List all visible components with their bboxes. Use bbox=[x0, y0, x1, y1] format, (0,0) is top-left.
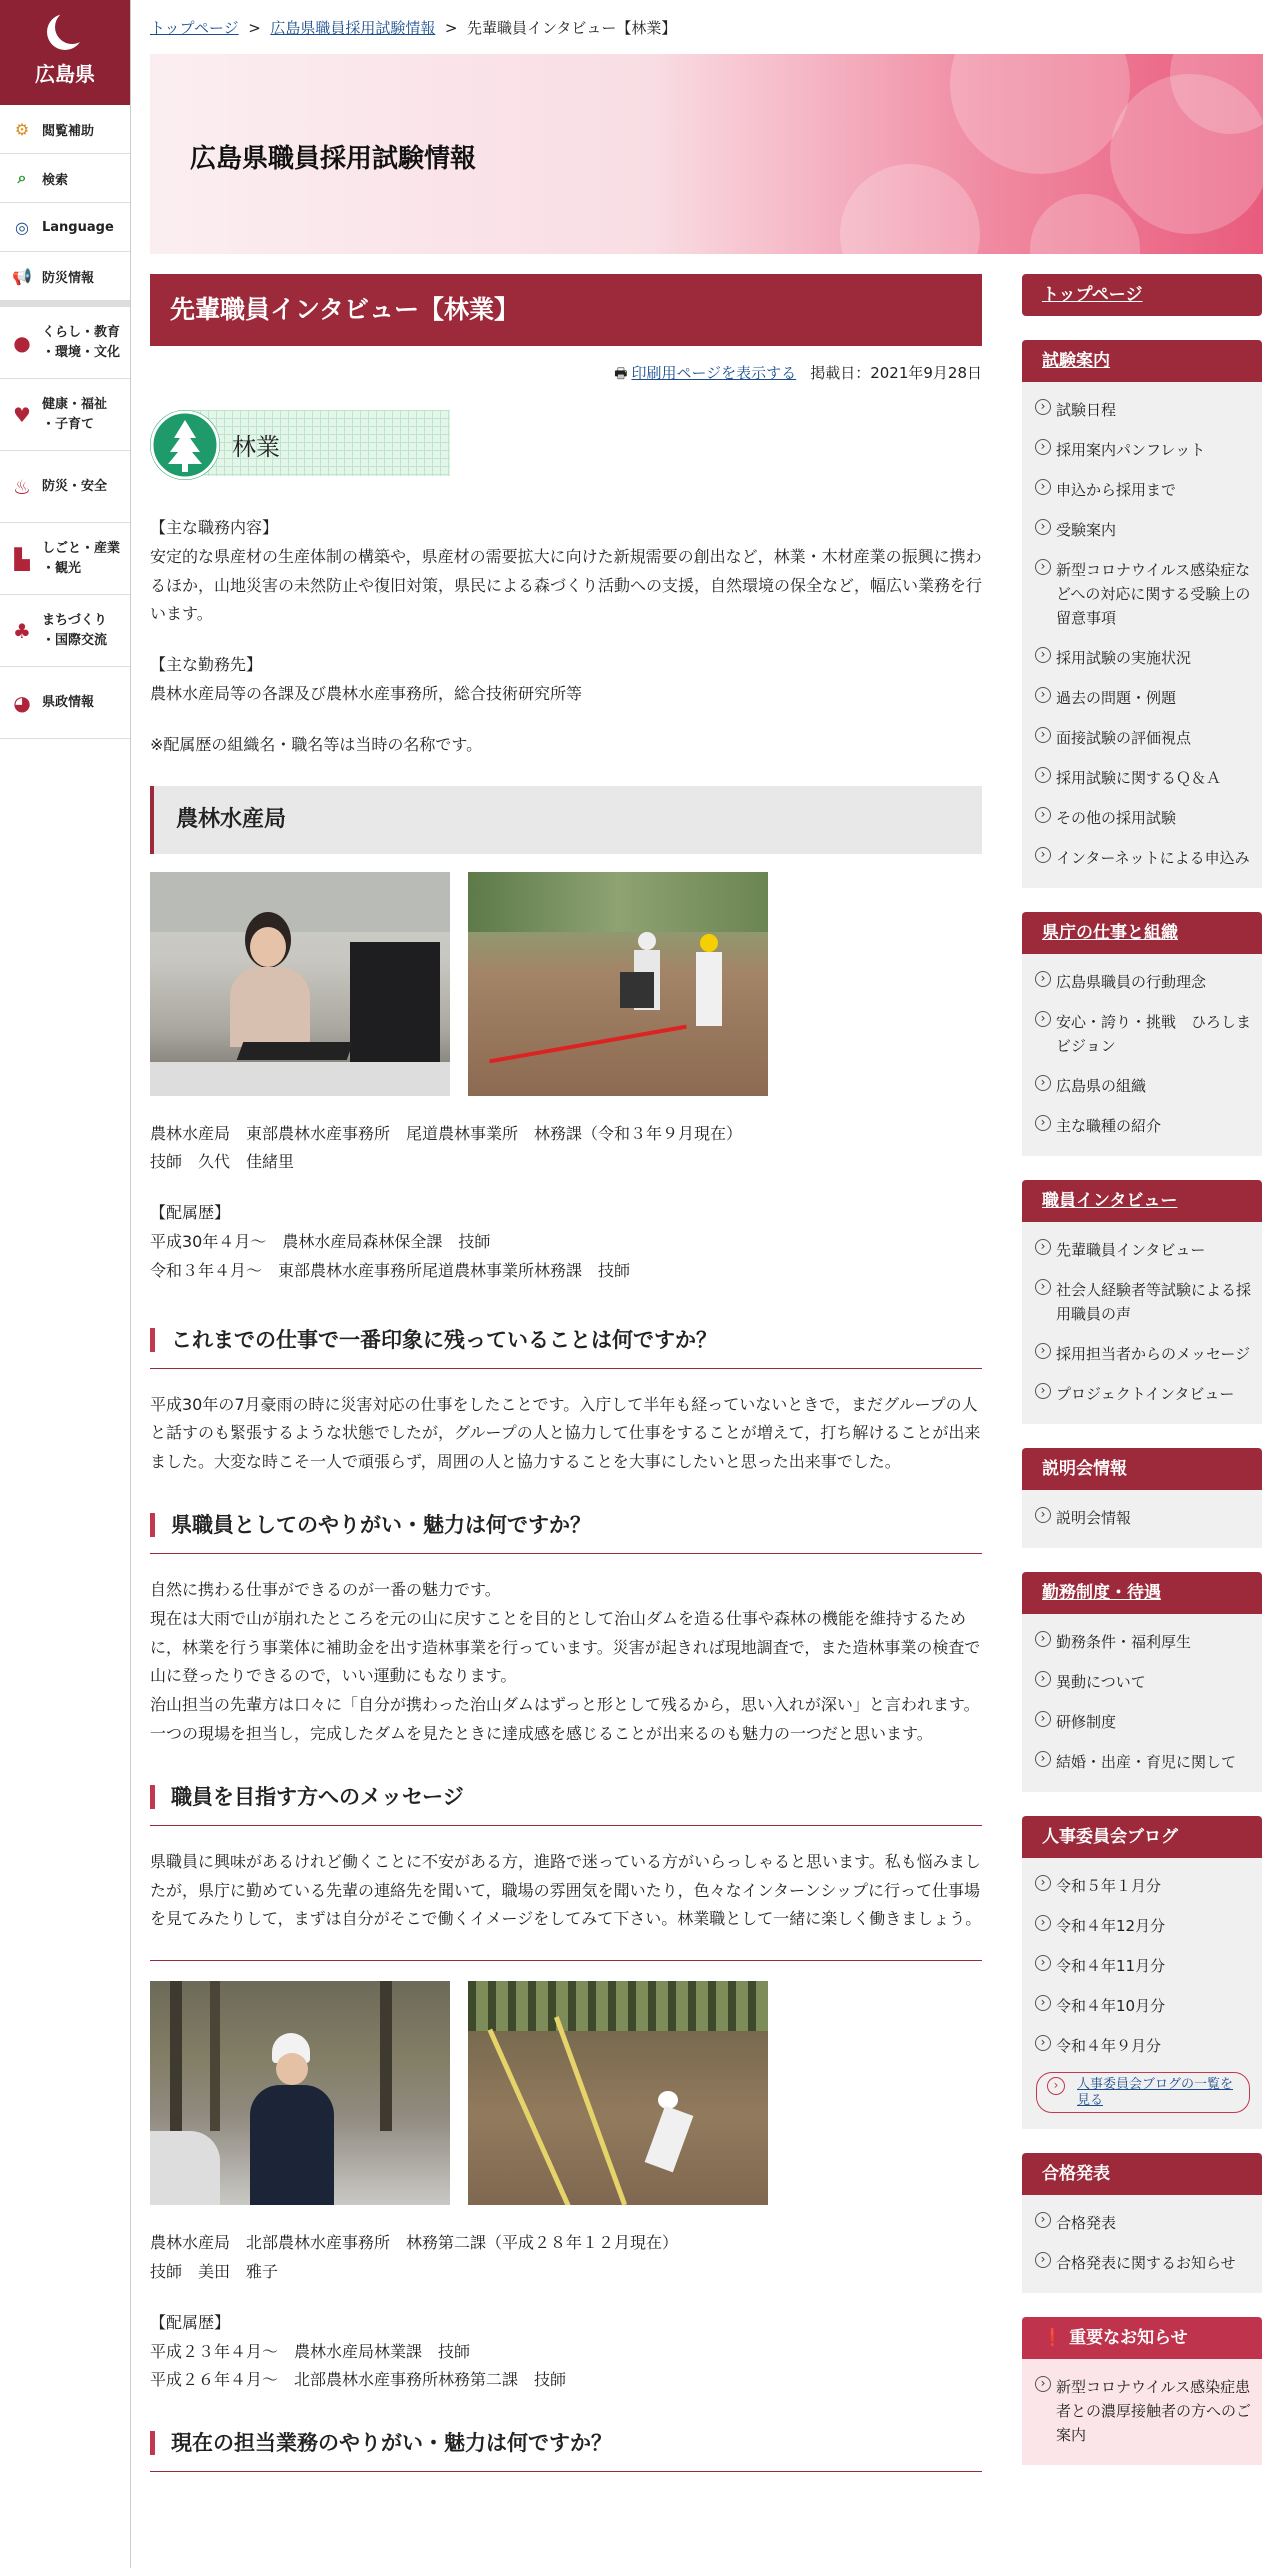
profile-name: 技師 美田 雅子 bbox=[150, 2261, 279, 2281]
sidebar-box-header bbox=[1022, 912, 1262, 954]
tag-label: 林業 bbox=[232, 433, 280, 461]
sidebar bbox=[1022, 274, 1262, 2489]
heart-icon: ♥ bbox=[13, 402, 31, 427]
sidebar-box-title[interactable]: 職員インタビュー bbox=[1042, 1191, 1178, 1211]
breadcrumb-separator: > bbox=[243, 19, 266, 37]
left-navigation bbox=[0, 0, 131, 2568]
duties-heading: 【主な職務内容】 bbox=[150, 518, 279, 537]
note: ※配属歴の組織名・職名等は当時の名称です。 bbox=[150, 734, 483, 754]
sidebar-box bbox=[1022, 340, 1262, 888]
factory-icon: ▙ bbox=[14, 546, 30, 571]
sidebar-link[interactable]: › その他の採用試験 bbox=[1032, 798, 1252, 838]
print-link[interactable]: 印刷用ページを表示する bbox=[631, 364, 797, 382]
sidebar-link[interactable]: › 採用試験の実施状況 bbox=[1032, 638, 1252, 678]
sidebar-link[interactable]: › 安心・誇り・挑戦 ひろしまビジョン bbox=[1032, 1002, 1252, 1066]
sidebar-box-header bbox=[1022, 1816, 1262, 1858]
sidebar-list bbox=[1022, 954, 1262, 1156]
history-heading: 【配属歴】 bbox=[150, 1203, 231, 1223]
sidebar-top-link-box bbox=[1022, 274, 1262, 316]
question-heading-1: これまでの仕事で一番印象に残っていることは何ですか？ bbox=[150, 1328, 982, 1369]
sidebar-link[interactable]: › 説明会情報 bbox=[1032, 1498, 1252, 1538]
banner-title: 広島県職員採用試験情報 bbox=[190, 144, 477, 174]
staff-photo-field bbox=[468, 872, 768, 1096]
sidebar-link[interactable]: › 主な職種の紹介 bbox=[1032, 1106, 1252, 1146]
offices-heading: 【主な勤務先】 bbox=[150, 655, 263, 675]
left-nav-label: 閲覧補助 bbox=[42, 123, 95, 139]
left-nav-category[interactable] bbox=[0, 451, 130, 523]
sidebar-link[interactable]: › 過去の問題・例題 bbox=[1032, 678, 1252, 718]
history-2 bbox=[150, 2309, 982, 2395]
history-item: 平成２３年４月～ 農林水産局林業課 技師 bbox=[150, 2341, 471, 2361]
sidebar-box-header bbox=[1022, 340, 1262, 382]
question-heading-3: 職員を目指す方へのメッセージ bbox=[150, 1785, 982, 1826]
sidebar-link[interactable]: › 受験案内 bbox=[1032, 510, 1252, 550]
page-banner bbox=[150, 54, 1263, 254]
duties-text: 安定的な県産材の生産体制の構築や，県産材の需要拡大に向けた新規需要の創出など，林業・木材産業の振興に携わるほか，山地災害の未然防止や復旧対策，県民による森づくり活動への支援，自然環境の保全など，幅広い業務を行います。 bbox=[150, 546, 983, 624]
left-nav-category-label: 県政情報 bbox=[42, 694, 95, 710]
alert-icon: ❗ bbox=[1042, 2328, 1064, 2349]
sidebar-box-title[interactable]: 試験案内 bbox=[1042, 351, 1110, 371]
left-nav-category-label: 健康・福祉 ・子育て bbox=[42, 397, 108, 432]
tree-icon bbox=[150, 410, 220, 480]
sidebar-box-header bbox=[1022, 1180, 1262, 1222]
sidebar-box-header bbox=[1022, 2317, 1262, 2359]
posted-date: 掲載日：2021年9月28日 bbox=[810, 364, 982, 382]
search-icon: ⌕ bbox=[17, 168, 27, 187]
sidebar-link[interactable]: › 令和４年12月分 bbox=[1032, 1906, 1252, 1946]
sidebar-link[interactable]: › 面接試験の評価視点 bbox=[1032, 718, 1252, 758]
sidebar-box bbox=[1022, 2317, 1262, 2465]
question-heading-2: 県職員としてのやりがい・魅力は何ですか？ bbox=[150, 1513, 982, 1554]
profile-name: 技師 久代 佳緒里 bbox=[150, 1152, 295, 1172]
sidebar-list bbox=[1022, 2195, 1262, 2293]
duties-block bbox=[150, 514, 982, 629]
page-title: 先輩職員インタビュー【林業】 bbox=[150, 274, 982, 346]
sidebar-link[interactable]: › 令和４年９月分 bbox=[1032, 2026, 1252, 2066]
offices-text: 農林水産局等の各課及び農林水産事務所，総合技術研究所等 bbox=[150, 683, 583, 703]
history-item: 平成30年４月～ 農林水産局森林保全課 技師 bbox=[150, 1231, 491, 1251]
sidebar-link[interactable]: › 新型コロナウイルス感染症などへの対応に関する受験上の留意事項 bbox=[1032, 550, 1252, 638]
sidebar-list bbox=[1022, 1614, 1262, 1792]
question-heading-4: 現在の担当業務のやりがい・魅力は何ですか？ bbox=[150, 2431, 982, 2472]
sidebar-link[interactable]: › 新型コロナウイルス感染症患者との濃厚接触者の方へのご案内 bbox=[1032, 2367, 1252, 2455]
history-heading: 【配属歴】 bbox=[150, 2312, 231, 2332]
sidebar-box bbox=[1022, 1448, 1262, 1548]
sidebar-link[interactable]: › 合格発表に関するお知らせ bbox=[1032, 2243, 1252, 2283]
sidebar-box-title[interactable]: 県庁の仕事と組織 bbox=[1042, 923, 1178, 943]
sidebar-link[interactable]: › インターネットによる申込み bbox=[1032, 838, 1252, 878]
sidebar-box-title: 重要なお知らせ bbox=[1069, 2328, 1188, 2349]
offices-block bbox=[150, 651, 982, 709]
left-nav-item[interactable] bbox=[0, 154, 130, 203]
answer-2-p1: 自然に携わる仕事ができるのが一番の魅力です。 bbox=[150, 1579, 501, 1599]
section-heading: 農林水産局 bbox=[150, 786, 982, 854]
left-nav-label: 検索 bbox=[42, 172, 69, 188]
sidebar-list bbox=[1022, 1858, 1262, 2129]
sidebar-link[interactable]: › 結婚・出産・育児に関して bbox=[1032, 1742, 1252, 1782]
breadcrumb-link-recruit[interactable]: 広島県職員採用試験情報 bbox=[270, 19, 436, 37]
left-nav-label: 防災情報 bbox=[42, 270, 95, 286]
sidebar-list bbox=[1022, 1222, 1262, 1424]
breadcrumb-separator: > bbox=[440, 19, 463, 37]
left-nav-category[interactable] bbox=[0, 667, 130, 739]
sidebar-link[interactable]: › プロジェクトインタビュー bbox=[1032, 1374, 1252, 1414]
sidebar-box-header bbox=[1022, 1448, 1262, 1490]
sidebar-box bbox=[1022, 1572, 1262, 1792]
sidebar-link[interactable]: › 社会人経験者等試験による採用職員の声 bbox=[1032, 1270, 1252, 1334]
left-nav-item[interactable] bbox=[0, 252, 130, 301]
megaphone-icon: 📢 bbox=[12, 266, 32, 286]
sidebar-link[interactable]: › 先輩職員インタビュー bbox=[1032, 1230, 1252, 1270]
globe-icon: ◎ bbox=[15, 217, 29, 237]
sidebar-link[interactable]: › 採用試験に関するＱ＆Ａ bbox=[1032, 758, 1252, 798]
history-item: 令和３年４月～ 東部農林水産事務所尾道農林事業所林務課 技師 bbox=[150, 1260, 631, 1280]
sidebar-link[interactable]: › 研修制度 bbox=[1032, 1702, 1252, 1742]
sidebar-box-title: 合格発表 bbox=[1042, 2164, 1110, 2185]
sidebar-link[interactable]: › 異動について bbox=[1032, 1662, 1252, 1702]
main-content bbox=[150, 274, 982, 2472]
left-nav-category-label: まちづくり ・国際交流 bbox=[42, 613, 108, 648]
left-nav-category[interactable] bbox=[0, 523, 130, 595]
left-nav-category-label: 防災・安全 bbox=[42, 478, 108, 494]
profile-affiliation: 農林水産局 東部農林水産事務所 尾道農林事業所 林務課（令和３年９月現在） bbox=[150, 1123, 743, 1143]
sidebar-link[interactable]: › 広島県職員の行動理念 bbox=[1032, 962, 1252, 1002]
left-nav-category[interactable] bbox=[0, 307, 130, 379]
answer-2-p2: 現在は大雨で山が崩れたところを元の山に戻すことを目的として治山ダムを造る仕事や森林の機能を維持するために，林業を行う事業体に補助金を出す造林事業を行っています。災害が起きれば現地調査で，また造林事業の検査で山に登ったりできるので，いい運動にもなります。 bbox=[150, 1608, 981, 1686]
sidebar-box bbox=[1022, 2153, 1262, 2293]
history-1 bbox=[150, 1199, 982, 1285]
answer-2 bbox=[150, 1576, 982, 1749]
photo-row-1 bbox=[150, 872, 982, 1096]
sidebar-box bbox=[1022, 1180, 1262, 1424]
sidebar-link[interactable]: › 試験日程 bbox=[1032, 390, 1252, 430]
sidebar-box-header bbox=[1022, 1572, 1262, 1614]
breadcrumb-link-top[interactable]: トップページ bbox=[150, 19, 239, 37]
sidebar-link[interactable]: › 令和５年１月分 bbox=[1032, 1866, 1252, 1906]
sidebar-link[interactable]: › 合格発表 bbox=[1032, 2203, 1252, 2243]
sidebar-more-link[interactable]: › 人事委員会ブログの一覧を見る bbox=[1036, 2072, 1250, 2113]
sidebar-list bbox=[1022, 2359, 1262, 2465]
tree-icon: ♣ bbox=[13, 618, 31, 643]
printer-icon: 🖶 bbox=[614, 366, 628, 382]
divider bbox=[150, 1960, 982, 1961]
profile-1 bbox=[150, 1120, 982, 1178]
profile-affiliation: 農林水産局 北部農林水産事務所 林務第二課（平成２８年１２月現在） bbox=[150, 2233, 679, 2253]
job-category-tag bbox=[150, 410, 450, 480]
sidebar-link[interactable]: › 令和４年10月分 bbox=[1032, 1986, 1252, 2026]
gear-icon: ⚙ bbox=[14, 119, 30, 139]
moon-logo-icon bbox=[43, 10, 87, 54]
sidebar-list bbox=[1022, 1490, 1262, 1548]
left-nav-item[interactable] bbox=[0, 203, 130, 252]
sidebar-link[interactable]: › 勤務条件・福利厚生 bbox=[1032, 1622, 1252, 1662]
photo-row-2 bbox=[150, 1981, 982, 2205]
sidebar-box-title: 人事委員会ブログ bbox=[1042, 1827, 1178, 1847]
sidebar-link[interactable]: › 広島県の組織 bbox=[1032, 1066, 1252, 1106]
page-info bbox=[150, 362, 982, 392]
sidebar-link[interactable]: › 令和４年11月分 bbox=[1032, 1946, 1252, 1986]
staff-photo-portrait bbox=[150, 1981, 450, 2205]
left-nav-category[interactable] bbox=[0, 379, 130, 451]
answer-1: 平成30年の7月豪雨の時に災害対応の仕事をしたことです。入庁して半年も経っていないときで，まだグループの人と話すのも緊張するような状態でしたが，グループの人と協力して仕事をすることが増えて，打ち解けることが出来ました。大変な時こそ一人で頑張らず，周囲の人と協力することを大事にしたいと思った出来事でした。 bbox=[150, 1394, 981, 1472]
breadcrumb bbox=[150, 0, 1263, 54]
fire-extinguisher-icon: ♨ bbox=[13, 474, 31, 499]
breadcrumb-current: 先輩職員インタビュー【林業】 bbox=[467, 19, 677, 37]
sidebar-link[interactable]: › 採用担当者からのメッセージ bbox=[1032, 1334, 1252, 1374]
left-nav-category[interactable] bbox=[0, 595, 130, 667]
answer-3: 県職員に興味があるけれど働くことに不安がある方，進路で迷っている方がいらっしゃると思います。私も悩みましたが，県庁に勤めている先輩の連絡先を聞いて，職場の雰囲気を聞いたり，色々なインターンシップに行って仕事場を見てみたりして，まずは自分がそこで働くイメージをしてみて下さい。林業職として一緒に楽しく働きましょう。 bbox=[150, 1851, 982, 1929]
people-icon: ● bbox=[13, 330, 31, 355]
sidebar-link[interactable]: › 申込から採用まで bbox=[1032, 470, 1252, 510]
sidebar-link[interactable]: › 採用案内パンフレット bbox=[1032, 430, 1252, 470]
sidebar-box-header bbox=[1022, 2153, 1262, 2195]
staff-photo-office bbox=[150, 872, 450, 1096]
left-nav-category-label: しごと・産業 ・観光 bbox=[42, 541, 121, 576]
hiroshima-logo[interactable]: 広島県 bbox=[0, 0, 130, 105]
left-nav-item[interactable] bbox=[0, 105, 130, 154]
left-nav-label: Language bbox=[42, 219, 114, 235]
sidebar-box-title: 説明会情報 bbox=[1042, 1459, 1127, 1479]
sidebar-list bbox=[1022, 382, 1262, 888]
sidebar-box-title[interactable]: 勤務制度・待遇 bbox=[1042, 1583, 1161, 1603]
staff-photo-slope bbox=[468, 1981, 768, 2205]
pie-chart-icon: ◕ bbox=[13, 690, 31, 715]
history-item: 平成２６年４月～ 北部農林水産事務所林務第二課 技師 bbox=[150, 2370, 567, 2390]
tag-background bbox=[192, 410, 450, 476]
sidebar-box bbox=[1022, 912, 1262, 1156]
left-nav-category-label: くらし・教育 ・環境・文化 bbox=[42, 325, 121, 360]
profile-2 bbox=[150, 2229, 982, 2287]
sidebar-top-link[interactable]: トップページ bbox=[1042, 285, 1143, 305]
answer-2-p3: 治山担当の先輩方は口々に「自分が携わった治山ダムはずっと形として残るから，思い入れが深い」と言われます。一つの現場を担当し，完成したダムを見たときに達成感を感じることが出来るのも魅力の一つだと思います。 bbox=[150, 1695, 980, 1743]
sidebar-box bbox=[1022, 1816, 1262, 2129]
